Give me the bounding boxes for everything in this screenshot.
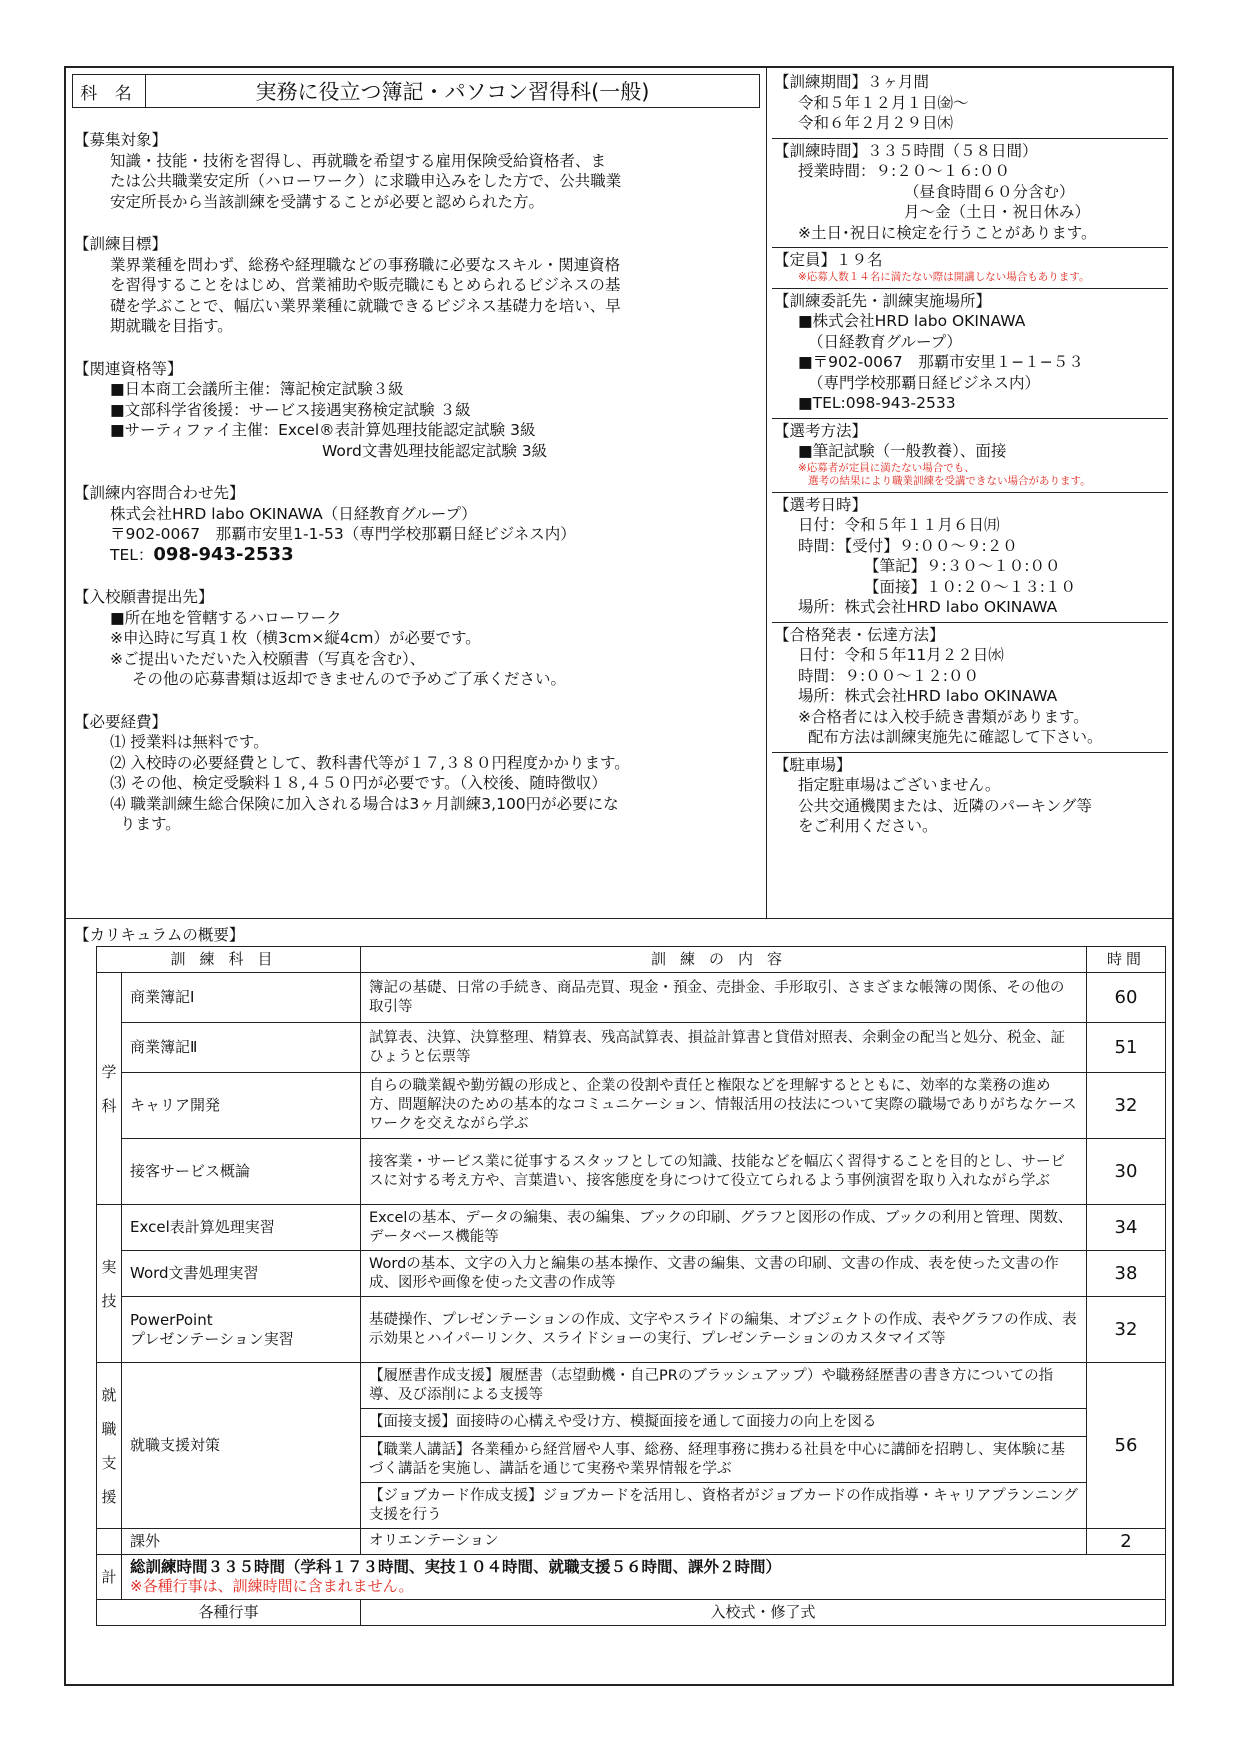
period-heading: 【訓練期間】３ヶ月間	[774, 73, 930, 91]
result-line: 場所：株式会社HRD labo OKINAWA	[798, 687, 1058, 705]
period-end: 令和６年２月２９日㈭	[798, 114, 954, 132]
total-text: 総訓練時間３３５時間（学科１７３時間、実技１０４時間、就職支援５６時間、課外２時間）	[130, 1558, 782, 1576]
submit-line: その他の応募書類は返却できませんので予めご了承ください。	[132, 670, 567, 688]
selection-note: 選考の結果により職業訓練を受講できない場合があります。	[808, 474, 1091, 487]
contact-company: 株式会社HRD labo OKINAWA（日経教育グループ）	[110, 504, 477, 523]
place-line: （日経教育グループ）	[808, 332, 962, 351]
target-line: たは公共職業安定所（ハローワーク）に求職申込みをした方で、公共職業	[110, 172, 622, 190]
category-practical	[97, 1205, 122, 1363]
hours-cell: 60	[1087, 973, 1166, 1023]
total-label: 計	[97, 1555, 122, 1600]
subject-cell: Excel表計算処理実習	[122, 1205, 361, 1251]
cost-section	[74, 712, 760, 835]
cost-heading: 【必要経費】	[74, 712, 168, 731]
submit-line: ※申込時に写真１枚（横3cm×縦4cm）が必要です。	[110, 629, 481, 647]
document-frame	[64, 66, 1174, 1686]
result-section	[772, 623, 1168, 753]
goal-line: を習得することをはじめ、営業補助や販売職にもとめられるビジネスの基	[110, 276, 621, 294]
section-divider	[66, 918, 1172, 919]
goal-line: 業界業種を問わず、総務や経理職などの事務職に必要なスキル・関連資格	[110, 255, 621, 274]
period-section	[772, 70, 1168, 139]
selection-section	[772, 419, 1168, 493]
subject-cell: PowerPoint プレゼンテーション実習	[122, 1297, 361, 1363]
category-char: 支	[101, 1453, 117, 1472]
content-cell: 自らの職業観や勤労観の形成と、企業の役割や責任と権限などを理解するとともに、効率的な業務の進め方、問題解決のための基本的なコミュニケーション、情報活用の技法について実際の職場でありがちなケースワークを交えながら学ぶ	[361, 1073, 1087, 1139]
table-row	[97, 1251, 1166, 1297]
hours-line: 月～金（土日・祝日休み）	[904, 203, 1091, 221]
result-heading: 【合格発表・伝達方法】	[774, 625, 945, 644]
capacity-section	[772, 248, 1168, 289]
contact-heading: 【訓練内容問合わせ先】	[74, 484, 245, 502]
place-line: （専門学校那覇日経ビジネス内）	[808, 373, 1041, 392]
hours-cell: 32	[1087, 1073, 1166, 1139]
category-academic	[97, 973, 122, 1205]
hours-cell: 51	[1087, 1023, 1166, 1073]
target-section	[74, 130, 760, 212]
result-line: 時間：９:００～１２:００	[798, 666, 979, 685]
subject-cell: キャリア開発	[122, 1073, 361, 1139]
hours-cell: 30	[1087, 1139, 1166, 1205]
parking-heading: 【駐車場】	[774, 755, 852, 774]
content-cell: 【履歴書作成支援】履歴書（志望動機・自己PRのブラッシュアップ）や職務経歴書の書き方についての指導、及び添削による支援等	[361, 1363, 1087, 1409]
subject-cell: 商業簿記Ⅱ	[122, 1023, 361, 1073]
content-cell: 試算表、決算、決算整理、精算表、残高試算表、損益計算書と貸借対照表、余剰金の配当と処分、税金、証ひょうと伝票等	[361, 1023, 1087, 1073]
selection-note: ※応募者が定員に満たない場合でも、	[798, 461, 975, 474]
place-line: ■〒902-0067 那覇市安里１−１−５３	[798, 353, 1084, 371]
goal-line: 期就職を目指す。	[110, 317, 233, 335]
right-column	[772, 70, 1168, 841]
contact-section	[74, 483, 760, 565]
goal-heading: 【訓練目標】	[74, 235, 168, 253]
result-line: ※合格者には入校手続き書類があります。	[798, 707, 1089, 726]
date-section	[772, 493, 1168, 623]
submit-heading: 【入校願書提出先】	[74, 588, 214, 606]
date-line: 場所：株式会社HRD labo OKINAWA	[798, 598, 1058, 616]
course-name: 実務に役立つ簿記・パソコン習得科(一般)	[255, 80, 650, 104]
submit-line: ■所在地を管轄するハローワーク	[110, 608, 342, 627]
category-char: 科	[101, 1096, 117, 1115]
curriculum-table	[96, 946, 1166, 1626]
events-label: 各種行事	[97, 1600, 361, 1626]
quals-heading: 【関連資格等】	[74, 359, 183, 378]
total-cell	[122, 1555, 1166, 1600]
place-section	[772, 289, 1168, 419]
subject-cell: 接客サービス概論	[122, 1139, 361, 1205]
subject-cell: 課外	[122, 1529, 361, 1555]
hours-cell: 32	[1087, 1297, 1166, 1363]
tel-label: TEL：	[110, 545, 154, 564]
category-char: 技	[101, 1291, 117, 1310]
submit-section	[74, 587, 760, 690]
result-line: 配布方法は訓練実施先に確認して下さい。	[808, 728, 1103, 746]
table-row	[97, 1023, 1166, 1073]
target-line: 知識・技能・技術を習得し、再就職を希望する雇用保険受給資格者、ま	[110, 151, 607, 170]
place-line: ■TEL:098-943-2533	[798, 394, 956, 412]
subject-cell: Word文書処理実習	[122, 1251, 361, 1297]
qual-item: ■文部科学省後援：サービス接遇実務検定試験 ３級	[110, 400, 471, 419]
hours-cell: 56	[1087, 1363, 1166, 1529]
cost-line: ります。	[120, 815, 181, 833]
category-job-support	[97, 1363, 122, 1529]
category-char: 学	[101, 1062, 117, 1081]
contact-phone: 098-943-2533	[153, 543, 294, 565]
header-subject: 訓練科目	[97, 947, 361, 973]
cost-line: ⑵ 入校時の必要経費として、教科書代等が１７,３８０円程度かかります。	[110, 753, 630, 772]
content-cell: 【ジョブカード作成支援】ジョブカードを活用し、資格者がジョブカードの作成指導・キャリアプランニング支援を行う	[361, 1483, 1087, 1529]
selection-heading: 【選考方法】	[774, 421, 868, 440]
cost-line: ⑶ その他、検定受験料１８,４５０円が必要です。（入校後、随時徴収）	[110, 774, 607, 792]
parking-section	[772, 753, 1168, 841]
column-divider	[766, 68, 767, 918]
goal-section	[74, 234, 760, 337]
date-line: 日付：令和５年１１月６日㈪	[798, 516, 1000, 534]
quals-section	[74, 359, 760, 462]
table-row	[97, 973, 1166, 1023]
hours-heading: 【訓練時間】３３５時間（５８日間）	[774, 141, 1038, 160]
category-empty	[97, 1529, 122, 1555]
content-cell: 基礎操作、プレゼンテーションの作成、文字やスライドの編集、オブジェクトの作成、表やグラフの作成、表示効果とハイパーリンク、スライドショーの実行、プレゼンテーションのカスタマイズ等	[361, 1297, 1087, 1363]
total-note: ※各種行事は、訓練時間に含まれません。	[130, 1577, 414, 1595]
course-label: 科 名	[73, 75, 146, 107]
table-row	[97, 1205, 1166, 1251]
contact-address: 〒902-0067 那覇市安里1-1-53（専門学校那覇日経ビジネス内）	[110, 525, 576, 543]
hours-cell: 2	[1087, 1529, 1166, 1555]
table-row	[97, 1363, 1166, 1409]
hours-line: 授業時間：９:２０～１６:００	[798, 162, 1010, 180]
period-start: 令和５年１２月１日㈮～	[798, 93, 969, 112]
hours-cell: 38	[1087, 1251, 1166, 1297]
parking-line: 公共交通機関または、近隣のパーキング等	[798, 796, 1093, 815]
table-header-row	[97, 947, 1166, 973]
capacity-note: ※応募人数１４名に満たない際は開講しない場合もあります。	[798, 270, 1090, 283]
content-cell: 【職業人講話】各業種から経営層や人事、総務、経理事務に携わる社員を中心に講師を招聘し、実体験に基づく講話を実施し、講話を通じて実務や業界情報を学ぶ	[361, 1437, 1087, 1483]
content-cell: Excelの基本、データの編集、表の編集、ブックの印刷、グラフと図形の作成、ブックの利用と管理、関数、データベース機能等	[361, 1205, 1087, 1251]
result-line: 日付：令和５年11月２２日㈬	[798, 646, 1004, 664]
info-section	[66, 68, 1172, 918]
date-line: 【筆記】９:３０～１０:００	[864, 557, 1061, 575]
cost-line: ⑴ 授業料は無料です。	[110, 733, 269, 751]
cost-line: ⑷ 職業訓練生総合保険に加入される場合は3ヶ月訓練3,100円が必要にな	[110, 794, 619, 813]
curriculum-title: 【カリキュラムの概要】	[74, 926, 245, 944]
content-cell: オリエンテーション	[361, 1529, 1087, 1555]
place-heading: 【訓練委託先・訓練実施場所】	[774, 291, 992, 310]
events-content: 入校式・修了式	[361, 1600, 1166, 1626]
date-heading: 【選考日時】	[774, 495, 868, 514]
category-char: 援	[101, 1487, 117, 1506]
hours-line: ※土日･祝日に検定を行うことがあります。	[798, 223, 1097, 242]
hours-cell: 34	[1087, 1205, 1166, 1251]
table-row	[97, 1529, 1166, 1555]
table-row	[97, 1073, 1166, 1139]
category-char: 実	[101, 1257, 117, 1276]
category-char: 就	[101, 1385, 117, 1404]
table-row	[97, 1139, 1166, 1205]
hours-line: （昼食時間６０分含む）	[904, 182, 1075, 201]
date-line: 時間：【受付】９:００～９:２０	[798, 536, 1018, 555]
parking-line: をご利用ください。	[798, 817, 938, 835]
submit-line: ※ご提出いただいた入校願書（写真を含む）、	[110, 649, 426, 668]
capacity-heading: 【定員】１９名	[774, 251, 883, 269]
subject-cell: 商業簿記Ⅰ	[122, 973, 361, 1023]
qual-item: ■サーティファイ主催：Excel®表計算処理技能認定試験 3級	[110, 421, 536, 439]
target-heading: 【募集対象】	[74, 131, 168, 149]
header-hours: 時間	[1087, 947, 1166, 973]
qual-item: Word文書処理技能認定試験 3級	[322, 441, 548, 460]
parking-line: 指定駐車場はございません。	[798, 776, 1001, 794]
content-cell: 【面接支援】面接時の心構えや受け方、模擬面接を通して面接力の向上を図る	[361, 1409, 1087, 1437]
place-line: ■株式会社HRD labo OKINAWA	[798, 312, 1026, 330]
subject-cell: 就職支援対策	[122, 1363, 361, 1529]
events-row	[97, 1600, 1166, 1626]
course-name-box	[72, 74, 760, 108]
target-line: 安定所長から当該訓練を受講することが必要と認められた方。	[110, 192, 545, 211]
left-column	[74, 130, 760, 857]
content-cell: Wordの基本、文字の入力と編集の基本操作、文書の編集、文書の印刷、文書の作成、表を使った文書の作成、図形や画像を使った文書の作成等	[361, 1251, 1087, 1297]
selection-line: ■筆記試験（一般教養）、面接	[798, 442, 1007, 460]
goal-line: 礎を学ぶことで、幅広い業界業種に就職できるビジネス基礎力を培い、早	[110, 296, 621, 315]
total-row	[97, 1555, 1166, 1600]
qual-item: ■日本商工会議所主催：簿記検定試験３級	[110, 380, 404, 398]
date-line: 【面接】１０:２０～１３:１０	[864, 577, 1076, 596]
content-cell: 接客業・サービス業に従事するスタッフとしての知識、技能などを幅広く習得することを目的とし、サービスに対する考え方や、言葉遣い、接客態度を身につけて役立てられるよう事例演習を取り入れながら学ぶ	[361, 1139, 1087, 1205]
hours-section	[772, 139, 1168, 249]
category-char: 職	[101, 1419, 117, 1438]
header-content: 訓練の内容	[361, 947, 1087, 973]
content-cell: 簿記の基礎、日常の手続き、商品売買、現金・預金、売掛金、手形取引、さまざまな帳簿の関係、その他の取引等	[361, 973, 1087, 1023]
table-row	[97, 1297, 1166, 1363]
